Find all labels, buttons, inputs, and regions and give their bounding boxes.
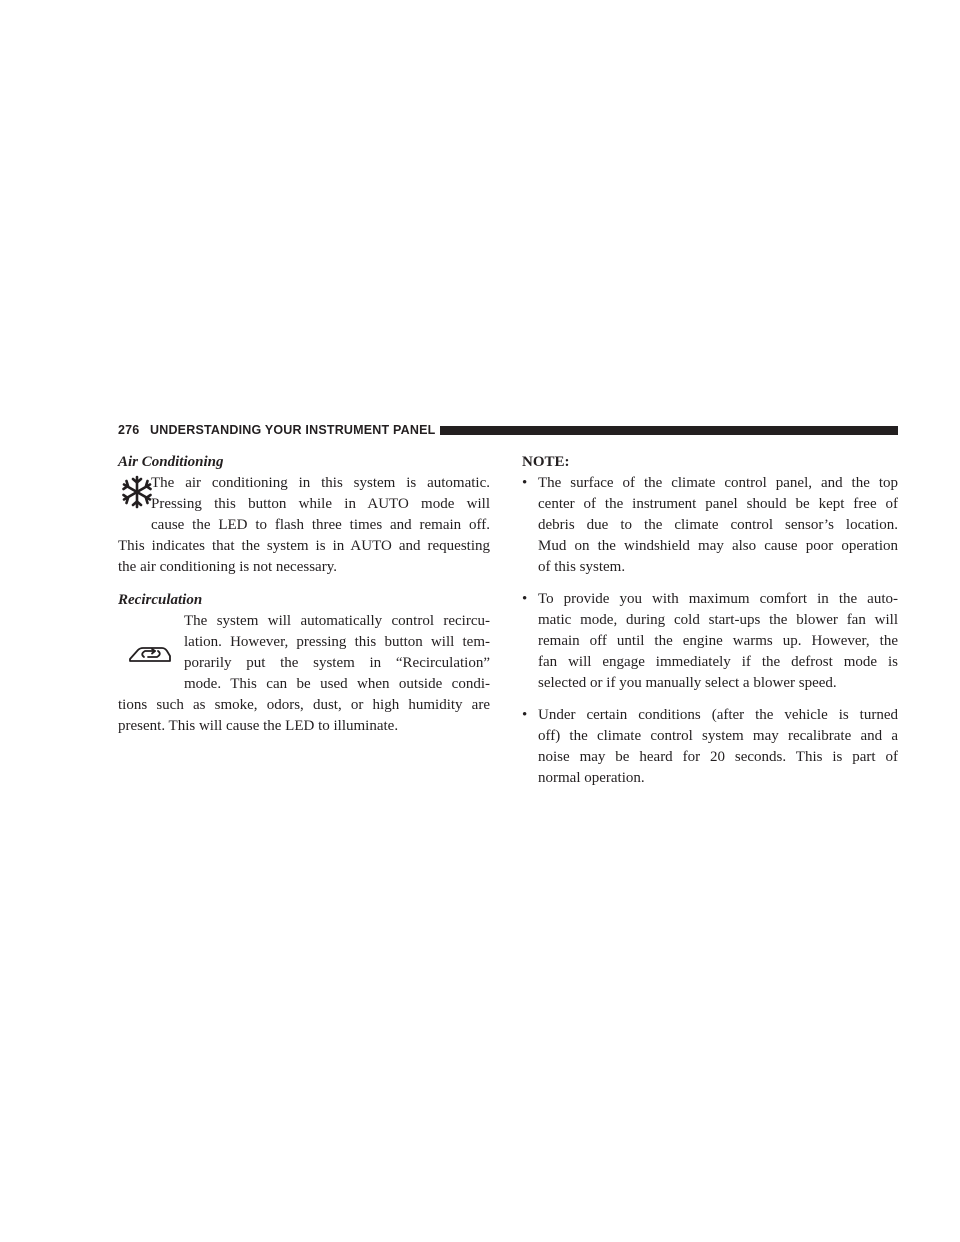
text-line: remain off until the engine warms up. However, the xyxy=(538,633,898,649)
page-header xyxy=(118,421,898,439)
text-line: Under certain conditions (after the vehicle is turned xyxy=(538,707,898,723)
text-line: Mud on the windshield may also cause poor operation xyxy=(538,538,898,554)
text-line: off) the climate control system may recalibrate and a xyxy=(538,728,898,744)
text-line: The surface of the climate control panel, and the top xyxy=(538,475,898,491)
text-line: normal operation. xyxy=(538,770,645,786)
text-line: fan will engage immediately if the defrost mode is xyxy=(538,654,898,670)
text-line: lation. However, pressing this button will tem- xyxy=(184,634,490,650)
note-heading: NOTE: xyxy=(522,454,570,470)
text-line: tions such as smoke, odors, dust, or high humidity are xyxy=(118,697,490,713)
list-item xyxy=(522,473,898,578)
text-line: noise may be heard for 20 seconds. This is part of xyxy=(538,749,898,765)
text-line: mode. This can be used when outside condi- xyxy=(184,676,490,692)
bullet-mark: • xyxy=(522,707,528,723)
right-column xyxy=(522,452,898,789)
text-line: center of the instrument panel should be kept free of xyxy=(538,496,898,512)
bullet-mark: • xyxy=(522,475,528,491)
recirculation-heading: Recirculation xyxy=(118,592,203,608)
bullet-mark: • xyxy=(522,591,528,607)
text-line: porarily put the system in “Recirculation” xyxy=(184,655,490,671)
text-line: To provide you with maximum comfort in the auto- xyxy=(538,591,898,607)
text-line: cause the LED to flash three times and remain off. xyxy=(151,517,490,533)
text-line: The system will automatically control recircu- xyxy=(184,613,490,629)
text-line: debris due to the climate control sensor’s location. xyxy=(538,517,898,533)
recirculation-section xyxy=(118,611,490,737)
section-title: UNDERSTANDING YOUR INSTRUMENT PANEL xyxy=(150,423,436,437)
text-line: of this system. xyxy=(538,559,626,575)
list-item xyxy=(522,589,898,694)
text-line: matic mode, during cold start-ups the blower fan will xyxy=(538,612,898,628)
list-item xyxy=(522,705,898,789)
header-rule xyxy=(440,426,898,435)
left-column xyxy=(118,452,490,737)
page-number: 276 xyxy=(118,423,140,437)
air-conditioning-section xyxy=(118,473,490,578)
text-line: This indicates that the system is in AUTO and requesting xyxy=(118,538,490,554)
text-line: The air conditioning in this system is automatic. xyxy=(151,475,490,491)
air-conditioning-heading: Air Conditioning xyxy=(118,454,224,470)
text-line: Pressing this button while in AUTO mode will xyxy=(151,496,490,512)
recirculation-icon xyxy=(128,642,172,668)
snowflake-icon xyxy=(120,475,154,509)
text-line: present. This will cause the LED to illuminate. xyxy=(118,718,399,734)
text-line: the air conditioning is not necessary. xyxy=(118,559,337,575)
text-line: selected or if you manually select a blower speed. xyxy=(538,675,837,691)
